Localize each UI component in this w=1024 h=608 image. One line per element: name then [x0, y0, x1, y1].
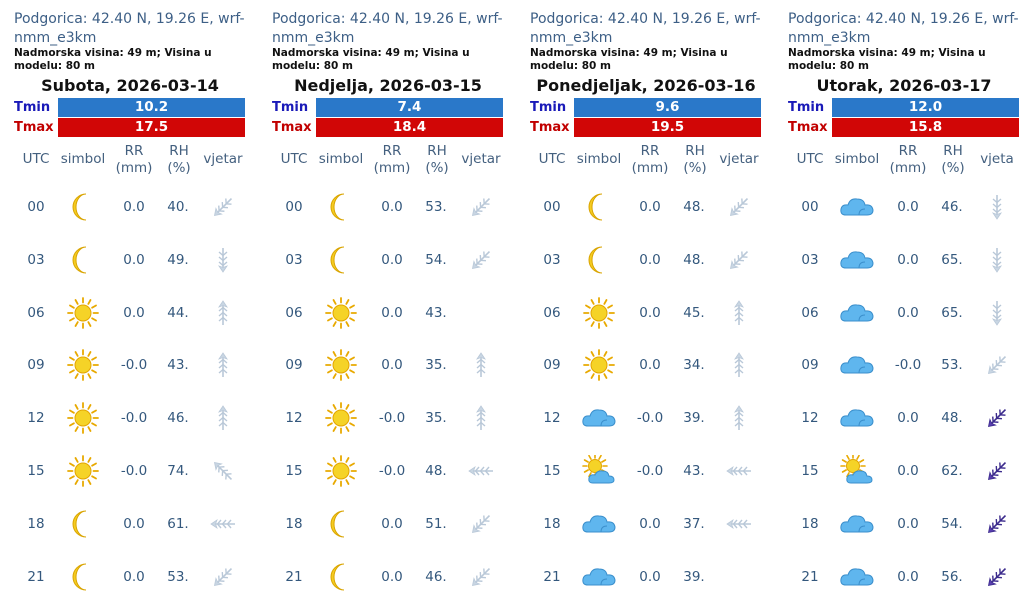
rr-value: 0.0	[381, 568, 403, 585]
moon-icon	[63, 191, 103, 223]
wind-arrow-icon	[724, 192, 754, 222]
rr-value: 0.0	[639, 357, 661, 374]
wind-arrow-icon	[982, 456, 1012, 486]
col-header-symbol: simbol	[318, 151, 364, 167]
rr-value: 0.0	[639, 199, 661, 215]
location-label: Podgorica: 42.40 N, 19.26 E, wrf-nmm_e3km	[272, 11, 503, 46]
wind-arrow-icon	[208, 192, 238, 222]
rh-value: 49.	[167, 251, 189, 268]
rh-value: 53.	[167, 568, 189, 585]
col-header-rr-unit: (mm)	[115, 160, 153, 176]
elevation-info: Nadmorska visina: 49 m; Visina u modelu: 80 m	[272, 47, 470, 72]
rr-value: 0.0	[381, 304, 403, 321]
col-header-rh-label: RH	[943, 143, 963, 159]
cloud-icon	[837, 191, 877, 223]
rh-value: 48.	[683, 251, 705, 268]
rh-value: 48.	[425, 463, 447, 479]
wind-arrow-icon	[466, 509, 496, 539]
col-header-rh-label: RH	[169, 143, 189, 159]
moon-icon	[321, 561, 361, 593]
utc-hour: 18	[285, 515, 303, 532]
rr-value: 0.0	[639, 568, 661, 585]
rr-value: -0.0	[120, 357, 148, 374]
rh-value: 40.	[167, 199, 189, 215]
cloud-icon	[837, 297, 877, 329]
tmin-row	[272, 98, 503, 117]
rh-value: 46.	[167, 410, 189, 427]
wind-arrow-icon	[208, 298, 238, 328]
col-header-wind: vjetar	[719, 151, 759, 167]
col-header-rr-unit: (mm)	[631, 160, 669, 176]
sun-icon	[321, 455, 361, 487]
rh-value: 56.	[941, 568, 963, 585]
wind-arrow-icon	[724, 298, 754, 328]
col-header-rr-label: RR	[124, 143, 144, 159]
col-header-rh-label: RH	[685, 143, 705, 159]
rh-value: 45.	[683, 304, 705, 321]
rh-value: 62.	[941, 463, 963, 479]
col-header-symbol: simbol	[834, 151, 880, 167]
day-panel	[516, 0, 774, 608]
sun-cloud-icon	[837, 455, 877, 487]
col-header-rh	[676, 143, 714, 177]
utc-hour: 12	[27, 410, 45, 427]
rh-value: 34.	[683, 357, 705, 374]
wind-arrow-icon	[466, 403, 496, 433]
tmax-value: 15.8	[832, 118, 1019, 137]
tmin-label: Tmin	[530, 100, 567, 115]
col-header-rr-label: RR	[898, 143, 918, 159]
rh-value: 39.	[683, 568, 705, 585]
rh-value: 43.	[425, 304, 447, 321]
col-header-wind: vjeta	[980, 151, 1014, 167]
day-panel	[774, 0, 1024, 608]
col-header-symbol: simbol	[60, 151, 106, 167]
col-header-rh	[934, 143, 972, 177]
col-header-wind: vjetar	[461, 151, 501, 167]
utc-hour: 06	[801, 304, 819, 321]
utc-hour: 18	[27, 515, 45, 532]
wind-arrow-icon	[982, 403, 1012, 433]
wind-arrow-icon	[724, 245, 754, 275]
utc-hour: 18	[543, 515, 561, 532]
rr-value: 0.0	[897, 251, 919, 268]
utc-hour: 12	[801, 410, 819, 427]
rh-value: 43.	[167, 357, 189, 374]
elevation-info: Nadmorska visina: 49 m; Visina u modelu: 80 m	[14, 47, 212, 72]
rr-value: 0.0	[897, 199, 919, 215]
col-header-rh-label: RH	[427, 143, 447, 159]
cloud-icon	[579, 402, 619, 434]
rh-value: 44.	[167, 304, 189, 321]
cloud-icon	[579, 508, 619, 540]
wind-arrow-icon	[466, 245, 496, 275]
rr-value: 0.0	[123, 568, 145, 585]
col-header-utc: UTC	[280, 151, 308, 167]
wind-arrow-icon	[466, 350, 496, 380]
wind-arrow-icon	[208, 562, 238, 592]
tmin-row	[530, 98, 761, 117]
tmin-value: 12.0	[832, 98, 1019, 117]
rh-value: 39.	[683, 410, 705, 427]
wind-arrow-icon	[208, 456, 238, 486]
rr-value: -0.0	[120, 410, 148, 427]
utc-hour: 00	[801, 199, 819, 215]
rh-value: 48.	[941, 410, 963, 427]
sun-cloud-icon	[579, 455, 619, 487]
rh-value: 65.	[941, 304, 963, 321]
utc-hour: 09	[27, 357, 45, 374]
rr-value: 0.0	[897, 304, 919, 321]
tmin-value: 7.4	[316, 98, 503, 117]
rr-value: 0.0	[381, 251, 403, 268]
tmax-label: Tmax	[272, 120, 312, 135]
location-label: Podgorica: 42.40 N, 19.26 E, wrf-nmm_e3km	[14, 11, 245, 46]
col-header-wind: vjetar	[203, 151, 243, 167]
tmax-row	[530, 118, 761, 137]
rr-value: -0.0	[894, 357, 922, 374]
rr-value: 0.0	[639, 251, 661, 268]
sun-icon	[579, 349, 619, 381]
rr-value: -0.0	[636, 410, 664, 427]
location-label: Podgorica: 42.40 N, 19.26 E, wrf-nmm_e3km	[788, 11, 1019, 46]
rr-value: 0.0	[897, 410, 919, 427]
utc-hour: 00	[285, 199, 303, 215]
sun-icon	[63, 402, 103, 434]
day-panel	[0, 0, 258, 608]
col-header-rr-label: RR	[382, 143, 402, 159]
moon-icon	[321, 191, 361, 223]
rr-value: -0.0	[378, 463, 406, 479]
tmin-label: Tmin	[272, 100, 309, 115]
elevation-info: Nadmorska visina: 49 m; Visina u modelu: 80 m	[788, 47, 986, 72]
location-label: Podgorica: 42.40 N, 19.26 E, wrf-nmm_e3km	[530, 11, 761, 46]
rh-value: 53.	[941, 357, 963, 374]
utc-hour: 03	[543, 251, 561, 268]
rr-value: 0.0	[123, 515, 145, 532]
wind-arrow-icon	[982, 298, 1012, 328]
wind-arrow-icon	[208, 350, 238, 380]
utc-hour: 21	[285, 568, 303, 585]
rh-value: 46.	[941, 199, 963, 215]
wind-arrow-icon	[982, 562, 1012, 592]
rh-value: 54.	[941, 515, 963, 532]
elevation-info: Nadmorska visina: 49 m; Visina u modelu: 80 m	[530, 47, 728, 72]
utc-hour: 00	[27, 199, 45, 215]
utc-hour: 12	[543, 410, 561, 427]
wind-arrow-icon	[724, 403, 754, 433]
tmin-row	[788, 98, 1019, 117]
rr-value: -0.0	[378, 410, 406, 427]
tmax-row	[14, 118, 245, 137]
tmax-row	[272, 118, 503, 137]
col-header-rr	[628, 143, 672, 177]
rr-value: 0.0	[639, 304, 661, 321]
col-header-utc: UTC	[796, 151, 824, 167]
wind-arrow-icon	[466, 192, 496, 222]
rh-value: 46.	[425, 568, 447, 585]
utc-hour: 06	[543, 304, 561, 321]
utc-hour: 03	[27, 251, 45, 268]
rr-value: -0.0	[120, 463, 148, 479]
rh-value: 37.	[683, 515, 705, 532]
moon-icon	[579, 244, 619, 276]
utc-hour: 15	[27, 463, 45, 479]
moon-icon	[321, 244, 361, 276]
wind-arrow-icon	[724, 350, 754, 380]
col-header-rh-unit: (%)	[683, 160, 707, 176]
tmin-label: Tmin	[14, 100, 51, 115]
rr-value: 0.0	[123, 199, 145, 215]
wind-arrow-icon	[724, 456, 754, 486]
wind-arrow-icon	[982, 350, 1012, 380]
utc-hour: 03	[801, 251, 819, 268]
utc-hour: 06	[27, 304, 45, 321]
utc-hour: 21	[27, 568, 45, 585]
utc-hour: 09	[285, 357, 303, 374]
col-header-rr-unit: (mm)	[889, 160, 927, 176]
cloud-icon	[837, 349, 877, 381]
col-header-utc: UTC	[538, 151, 566, 167]
utc-hour: 15	[285, 463, 303, 479]
rh-value: 43.	[683, 463, 705, 479]
utc-hour: 00	[543, 199, 561, 215]
day-date-title: Subota, 2026-03-14	[41, 76, 219, 95]
rr-value: 0.0	[381, 357, 403, 374]
tmax-label: Tmax	[788, 120, 828, 135]
rr-value: 0.0	[381, 515, 403, 532]
tmax-row	[788, 118, 1019, 137]
moon-icon	[63, 561, 103, 593]
cloud-icon	[837, 244, 877, 276]
wind-arrow-icon	[208, 509, 238, 539]
col-header-symbol: simbol	[576, 151, 622, 167]
tmax-value: 18.4	[316, 118, 503, 137]
day-panel	[258, 0, 516, 608]
tmax-value: 19.5	[574, 118, 761, 137]
wind-arrow-icon	[466, 456, 496, 486]
rr-value: 0.0	[123, 304, 145, 321]
wind-arrow-icon	[982, 245, 1012, 275]
rh-value: 74.	[167, 463, 189, 479]
moon-icon	[579, 191, 619, 223]
tmin-value: 9.6	[574, 98, 761, 117]
cloud-icon	[837, 402, 877, 434]
col-header-rr-label: RR	[640, 143, 660, 159]
wind-arrow-icon	[724, 509, 754, 539]
sun-icon	[321, 349, 361, 381]
tmin-label: Tmin	[788, 100, 825, 115]
tmax-label: Tmax	[14, 120, 54, 135]
col-header-rh-unit: (%)	[167, 160, 191, 176]
col-header-rr-unit: (mm)	[373, 160, 411, 176]
moon-icon	[63, 244, 103, 276]
tmax-value: 17.5	[58, 118, 245, 137]
tmax-label: Tmax	[530, 120, 570, 135]
col-header-rh-unit: (%)	[941, 160, 965, 176]
tmin-row	[14, 98, 245, 117]
day-date-title: Nedjelja, 2026-03-15	[294, 76, 482, 95]
wind-arrow-icon	[208, 403, 238, 433]
cloud-icon	[837, 561, 877, 593]
utc-hour: 12	[285, 410, 303, 427]
rr-value: 0.0	[381, 199, 403, 215]
utc-hour: 21	[801, 568, 819, 585]
utc-hour: 06	[285, 304, 303, 321]
utc-hour: 15	[543, 463, 561, 479]
col-header-rh-unit: (%)	[425, 160, 449, 176]
col-header-rr	[370, 143, 414, 177]
utc-hour: 15	[801, 463, 819, 479]
rh-value: 53.	[425, 199, 447, 215]
col-header-rh	[418, 143, 456, 177]
col-header-rr	[886, 143, 930, 177]
tmin-value: 10.2	[58, 98, 245, 117]
sun-icon	[63, 455, 103, 487]
utc-hour: 09	[543, 357, 561, 374]
utc-hour: 21	[543, 568, 561, 585]
sun-icon	[63, 297, 103, 329]
col-header-utc: UTC	[22, 151, 50, 167]
rh-value: 35.	[425, 410, 447, 427]
rh-value: 61.	[167, 515, 189, 532]
sun-icon	[579, 297, 619, 329]
moon-icon	[321, 508, 361, 540]
rh-value: 51.	[425, 515, 447, 532]
rh-value: 48.	[683, 199, 705, 215]
rr-value: 0.0	[897, 568, 919, 585]
wind-arrow-icon	[208, 245, 238, 275]
sun-icon	[63, 349, 103, 381]
wind-arrow-icon	[982, 192, 1012, 222]
day-date-title: Utorak, 2026-03-17	[816, 76, 992, 95]
rh-value: 54.	[425, 251, 447, 268]
col-header-rr	[112, 143, 156, 177]
col-header-rh	[160, 143, 198, 177]
rr-value: 0.0	[897, 463, 919, 479]
sun-icon	[321, 297, 361, 329]
utc-hour: 18	[801, 515, 819, 532]
rh-value: 65.	[941, 251, 963, 268]
rr-value: 0.0	[897, 515, 919, 532]
rr-value: -0.0	[636, 463, 664, 479]
rr-value: 0.0	[639, 515, 661, 532]
sun-icon	[321, 402, 361, 434]
utc-hour: 09	[801, 357, 819, 374]
wind-arrow-icon	[982, 509, 1012, 539]
moon-icon	[63, 508, 103, 540]
rr-value: 0.0	[123, 251, 145, 268]
rh-value: 35.	[425, 357, 447, 374]
cloud-icon	[837, 508, 877, 540]
wind-arrow-icon	[466, 562, 496, 592]
utc-hour: 03	[285, 251, 303, 268]
cloud-icon	[579, 561, 619, 593]
day-date-title: Ponedjeljak, 2026-03-16	[536, 76, 756, 95]
